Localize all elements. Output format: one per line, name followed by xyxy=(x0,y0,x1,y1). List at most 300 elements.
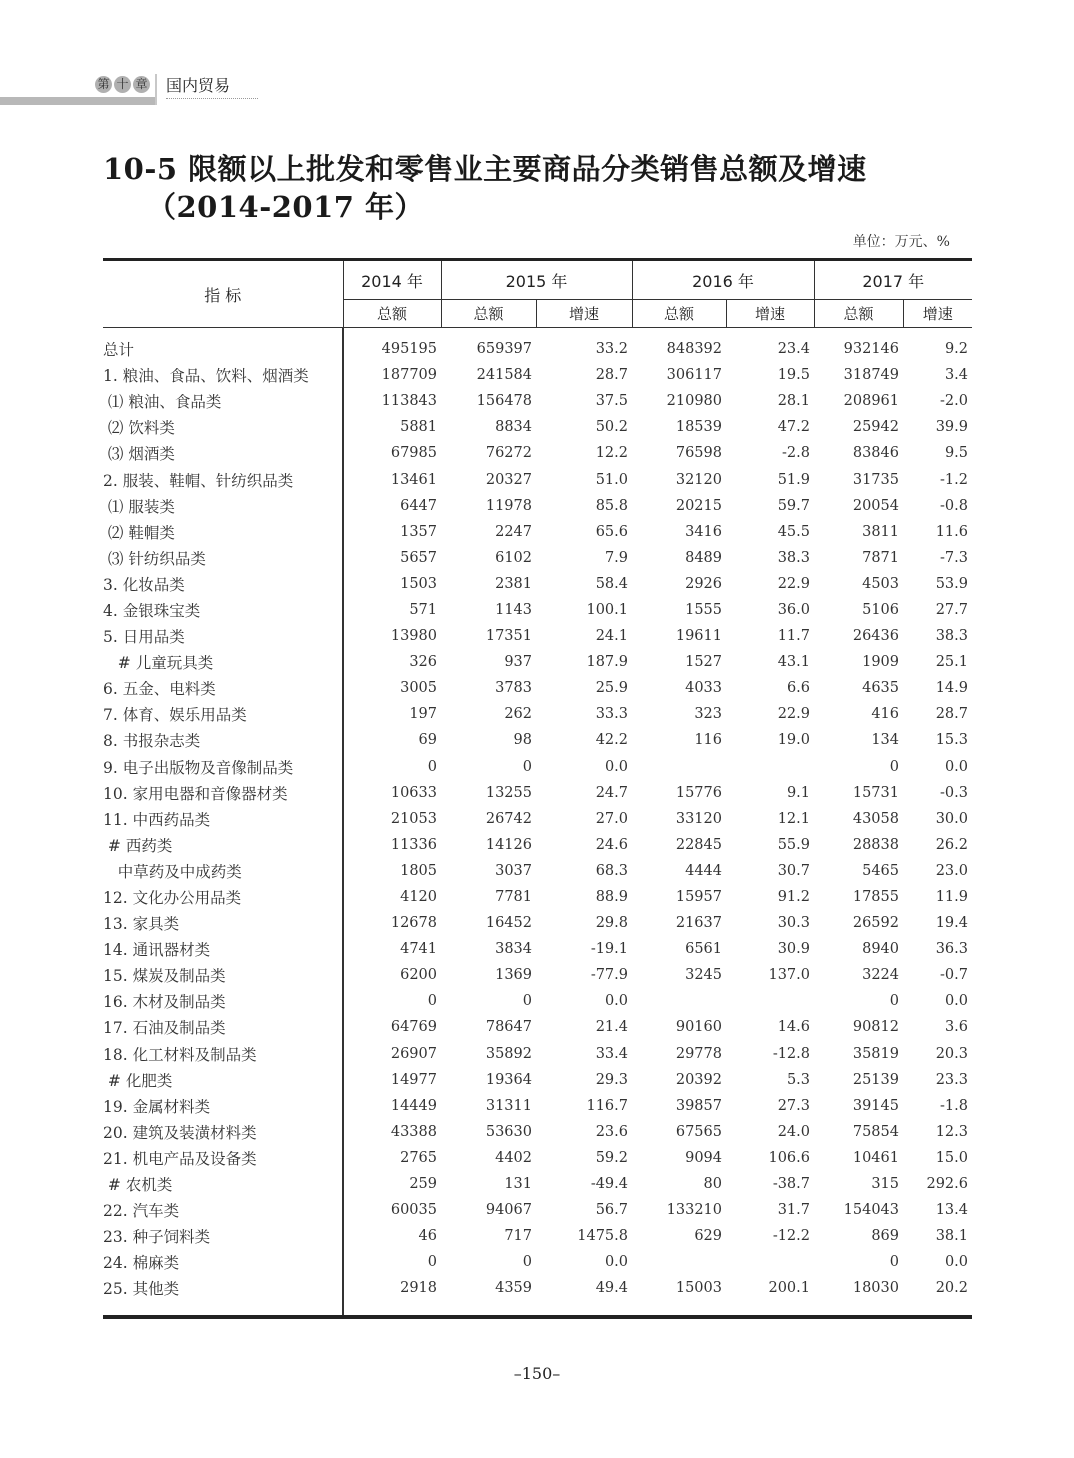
cell-total: 4741 xyxy=(400,941,437,958)
chapter-char: 章 xyxy=(133,76,150,93)
cell-total: 3811 xyxy=(862,523,899,540)
cell-growth: 200.1 xyxy=(768,1280,810,1297)
cell-growth: 12.2 xyxy=(595,445,628,462)
cell-growth: 43.1 xyxy=(777,654,810,671)
header-bar xyxy=(0,97,157,105)
cell-growth: 23.4 xyxy=(777,341,810,358)
table-row xyxy=(103,1145,972,1171)
cell-growth: 26.2 xyxy=(935,836,968,853)
cell-total: 4635 xyxy=(862,680,899,697)
cell-growth: 14.9 xyxy=(935,680,968,697)
cell-growth: 29.8 xyxy=(595,915,628,932)
cell-total: 8489 xyxy=(685,549,722,566)
table-row xyxy=(103,1275,972,1301)
cell-growth: 3.4 xyxy=(944,367,968,384)
cell-growth: 6.6 xyxy=(786,680,810,697)
cell-total: 8940 xyxy=(862,941,899,958)
cell-growth: 19.0 xyxy=(777,732,810,749)
spacer-cell xyxy=(103,1301,343,1315)
cell-total: 5106 xyxy=(862,601,899,618)
cell-growth: 12.1 xyxy=(777,810,810,827)
cell-total: 571 xyxy=(409,601,437,618)
row-label: 20. 建筑及装潢材料类 xyxy=(103,1119,343,1145)
header-divider xyxy=(155,74,157,105)
cell-total: 13255 xyxy=(485,784,532,801)
cell-total: 5465 xyxy=(862,862,899,879)
cell-total: 0 xyxy=(427,758,437,775)
cell-total: 69 xyxy=(418,732,437,749)
cell-total: 43058 xyxy=(852,810,899,827)
cell-total: 53630 xyxy=(485,1123,532,1140)
cell-total: 15003 xyxy=(675,1280,722,1297)
cell-growth: 187.9 xyxy=(586,654,628,671)
table-row xyxy=(103,649,972,675)
cell-total xyxy=(632,1249,726,1275)
cell-total: 76272 xyxy=(485,445,532,462)
cell-growth: -12.8 xyxy=(772,1045,810,1062)
table-row xyxy=(103,440,972,466)
cell-total: 116 xyxy=(694,732,722,749)
cell-total: 262 xyxy=(504,706,532,723)
cell-total: 18030 xyxy=(852,1280,899,1297)
cell-total: 4503 xyxy=(862,575,899,592)
cell-total xyxy=(632,988,726,1014)
cell-growth: 30.9 xyxy=(777,941,810,958)
cell-growth: 5.3 xyxy=(786,1071,810,1088)
cell-total: 11978 xyxy=(485,497,532,514)
cell-total: 35819 xyxy=(852,1045,899,1062)
cell-growth: 27.7 xyxy=(935,601,968,618)
cell-growth: 9.2 xyxy=(944,341,968,358)
header-indicator: 指 标 xyxy=(103,260,343,328)
cell-total: 43388 xyxy=(390,1123,437,1140)
cell-growth: 37.5 xyxy=(595,393,628,410)
row-label: 23. 种子饲料类 xyxy=(103,1223,343,1249)
cell-total: 2247 xyxy=(495,523,532,540)
cell-total: 39145 xyxy=(852,1097,899,1114)
cell-total: 5657 xyxy=(400,549,437,566)
header-year-2016: 2016 年 xyxy=(632,260,814,300)
row-label: # 西药类 xyxy=(103,832,343,858)
cell-total: 306117 xyxy=(666,367,722,384)
cell-growth: 88.9 xyxy=(595,889,628,906)
cell-total: 26742 xyxy=(485,810,532,827)
cell-total: 18539 xyxy=(675,419,722,436)
cell-total: 31311 xyxy=(485,1097,532,1114)
chapter-char: 十 xyxy=(114,76,131,93)
cell-total: 76598 xyxy=(675,445,722,462)
table-row xyxy=(103,597,972,623)
row-label: ⑶ 针纺织品类 xyxy=(103,545,343,571)
cell-total: 208961 xyxy=(843,393,899,410)
header-year-2014: 2014 年 xyxy=(343,260,441,300)
cell-growth: 38.1 xyxy=(935,1228,968,1245)
cell-growth: 22.9 xyxy=(777,706,810,723)
cell-growth: 3.6 xyxy=(944,1019,968,1036)
row-label: # 农机类 xyxy=(103,1171,343,1197)
cell-growth: 28.1 xyxy=(777,393,810,410)
table-row xyxy=(103,571,972,597)
cell-growth: 14.6 xyxy=(777,1019,810,1036)
cell-total: 26436 xyxy=(852,628,899,645)
cell-total: 9094 xyxy=(685,1149,722,1166)
cell-total: 13980 xyxy=(390,628,437,645)
cell-total: 0 xyxy=(427,1254,437,1271)
row-label: 13. 家具类 xyxy=(103,910,343,936)
cell-growth: 53.9 xyxy=(935,575,968,592)
table-row xyxy=(103,1171,972,1197)
cell-growth: 39.9 xyxy=(935,419,968,436)
cell-total: 3224 xyxy=(862,967,899,984)
cell-total: 98 xyxy=(513,732,532,749)
cell-total: 3834 xyxy=(495,941,532,958)
cell-growth: 106.6 xyxy=(768,1149,810,1166)
table-bottom-rule xyxy=(103,1315,972,1319)
cell-growth: 42.2 xyxy=(595,732,628,749)
cell-total xyxy=(632,754,726,780)
cell-growth: 68.3 xyxy=(595,862,628,879)
cell-total: 20054 xyxy=(852,497,899,514)
table-title xyxy=(103,150,867,226)
cell-total: 14977 xyxy=(390,1071,437,1088)
cell-total: 80 xyxy=(703,1176,722,1193)
cell-total: 83846 xyxy=(852,445,899,462)
cell-growth: 23.3 xyxy=(935,1071,968,1088)
spacer-cell xyxy=(903,1301,972,1315)
cell-total: 0 xyxy=(889,758,899,775)
cell-growth: -77.9 xyxy=(590,967,628,984)
row-label: # 化肥类 xyxy=(103,1067,343,1093)
cell-growth: 28.7 xyxy=(935,706,968,723)
cell-total: 1503 xyxy=(400,575,437,592)
table-row xyxy=(103,1119,972,1145)
cell-total: 1555 xyxy=(685,601,722,618)
cell-total: 7781 xyxy=(495,889,532,906)
cell-total: 90812 xyxy=(852,1019,899,1036)
table-row xyxy=(103,328,972,363)
title-line-2: （2014-2017 年） xyxy=(147,190,425,224)
table-row xyxy=(103,884,972,910)
cell-total: 15957 xyxy=(675,889,722,906)
cell-total: 8834 xyxy=(495,419,532,436)
row-label: 8. 书报杂志类 xyxy=(103,727,343,753)
cell-total: 3037 xyxy=(495,862,532,879)
cell-total: 17855 xyxy=(852,889,899,906)
cell-growth: 27.0 xyxy=(595,810,628,827)
cell-growth: 100.1 xyxy=(586,601,628,618)
table-row xyxy=(103,910,972,936)
row-label: 1. 粮油、食品、饮料、烟酒类 xyxy=(103,362,343,388)
cell-total: 22845 xyxy=(675,836,722,853)
cell-growth: 59.7 xyxy=(777,497,810,514)
cell-total: 75854 xyxy=(852,1123,899,1140)
table-row xyxy=(103,962,972,988)
cell-total: 31735 xyxy=(852,471,899,488)
cell-growth: -0.7 xyxy=(940,967,968,984)
table-body xyxy=(103,328,972,1316)
cell-growth: 56.7 xyxy=(595,1202,628,1219)
spacer-cell xyxy=(632,1301,726,1315)
cell-growth: 0.0 xyxy=(604,1254,628,1271)
table-row xyxy=(103,1249,972,1275)
cell-total: 60035 xyxy=(390,1202,437,1219)
cell-growth: 12.3 xyxy=(935,1123,968,1140)
cell-growth: 85.8 xyxy=(595,497,628,514)
cell-total: 25139 xyxy=(852,1071,899,1088)
cell-growth: 20.2 xyxy=(935,1280,968,1297)
cell-total: 10461 xyxy=(852,1149,899,1166)
cell-growth: -0.3 xyxy=(940,784,968,801)
cell-growth: 33.2 xyxy=(595,341,628,358)
cell-growth: 91.2 xyxy=(777,889,810,906)
cell-total: 259 xyxy=(409,1176,437,1193)
cell-growth: 19.4 xyxy=(935,915,968,932)
table-row xyxy=(103,780,972,806)
table-row xyxy=(103,832,972,858)
page-number: –150– xyxy=(513,1364,561,1383)
chapter-label xyxy=(95,76,150,93)
cell-growth: 50.2 xyxy=(595,419,628,436)
cell-total: 7871 xyxy=(862,549,899,566)
cell-total: 15776 xyxy=(675,784,722,801)
cell-growth: 11.9 xyxy=(935,889,968,906)
cell-total: 5881 xyxy=(400,419,437,436)
chapter-char: 第 xyxy=(95,76,112,93)
cell-total: 25942 xyxy=(852,419,899,436)
cell-total: 2926 xyxy=(685,575,722,592)
cell-total: 67565 xyxy=(675,1123,722,1140)
cell-growth: 27.3 xyxy=(777,1097,810,1114)
cell-growth: 24.6 xyxy=(595,836,628,853)
cell-growth: -1.2 xyxy=(940,471,968,488)
cell-growth: 31.7 xyxy=(777,1202,810,1219)
table-row xyxy=(103,701,972,727)
cell-growth: 9.1 xyxy=(786,784,810,801)
cell-growth: -7.3 xyxy=(940,549,968,566)
cell-total: 14126 xyxy=(485,836,532,853)
cell-total: 14449 xyxy=(390,1097,437,1114)
cell-total: 94067 xyxy=(485,1202,532,1219)
subheader-growth: 增速 xyxy=(536,300,632,328)
cell-growth: 15.0 xyxy=(935,1149,968,1166)
cell-total: 13461 xyxy=(390,471,437,488)
cell-growth: -12.2 xyxy=(772,1228,810,1245)
cell-total: 6200 xyxy=(400,967,437,984)
table-row xyxy=(103,936,972,962)
subheader-growth: 增速 xyxy=(726,300,814,328)
cell-total: 26907 xyxy=(390,1045,437,1062)
cell-total: 4033 xyxy=(685,680,722,697)
cell-total: 937 xyxy=(504,654,532,671)
subheader-total: 总额 xyxy=(632,300,726,328)
cell-growth: 33.3 xyxy=(595,706,628,723)
cell-total: 134 xyxy=(871,732,899,749)
table-row xyxy=(103,858,972,884)
spacer-cell xyxy=(536,1301,632,1315)
cell-total: 20215 xyxy=(675,497,722,514)
cell-growth: 0.0 xyxy=(944,758,968,775)
cell-total: 39857 xyxy=(675,1097,722,1114)
cell-total: 26592 xyxy=(852,915,899,932)
cell-growth: 47.2 xyxy=(777,419,810,436)
cell-total: 15731 xyxy=(852,784,899,801)
cell-total: 4402 xyxy=(495,1149,532,1166)
cell-total: 717 xyxy=(504,1228,532,1245)
cell-growth: -1.8 xyxy=(940,1097,968,1114)
cell-total: 416 xyxy=(871,706,899,723)
cell-total: 131 xyxy=(504,1176,532,1193)
data-table xyxy=(103,258,972,1315)
table-row xyxy=(103,414,972,440)
cell-growth: 25.9 xyxy=(595,680,628,697)
cell-growth: 23.0 xyxy=(935,862,968,879)
cell-total: 4444 xyxy=(685,862,722,879)
cell-total: 32120 xyxy=(675,471,722,488)
cell-total: 2918 xyxy=(400,1280,437,1297)
cell-growth: 59.2 xyxy=(595,1149,628,1166)
row-label: 4. 金银珠宝类 xyxy=(103,597,343,623)
row-label: 25. 其他类 xyxy=(103,1275,343,1301)
row-label: 中草药及中成药类 xyxy=(103,858,343,884)
cell-total: 113843 xyxy=(381,393,437,410)
row-label: 2. 服装、鞋帽、针纺织品类 xyxy=(103,466,343,492)
cell-total: 0 xyxy=(889,993,899,1010)
cell-total: 1909 xyxy=(862,654,899,671)
cell-total: 869 xyxy=(871,1228,899,1245)
cell-total: 210980 xyxy=(666,393,722,410)
row-label: 17. 石油及制品类 xyxy=(103,1014,343,1040)
row-label: 3. 化妆品类 xyxy=(103,571,343,597)
cell-growth: 20.3 xyxy=(935,1045,968,1062)
cell-total: 156478 xyxy=(476,393,532,410)
cell-total: 154043 xyxy=(843,1202,899,1219)
row-label: 22. 汽车类 xyxy=(103,1197,343,1223)
row-label: 18. 化工材料及制品类 xyxy=(103,1041,343,1067)
cell-growth: 19.5 xyxy=(777,367,810,384)
cell-total: 6447 xyxy=(400,497,437,514)
cell-total: 4120 xyxy=(400,889,437,906)
cell-growth: 9.5 xyxy=(944,445,968,462)
table-row xyxy=(103,623,972,649)
cell-total: 4359 xyxy=(495,1280,532,1297)
row-label: 7. 体育、娱乐用品类 xyxy=(103,701,343,727)
data-table-container xyxy=(103,258,972,1319)
cell-growth: 25.1 xyxy=(935,654,968,671)
table-row xyxy=(103,1197,972,1223)
cell-growth: 38.3 xyxy=(935,628,968,645)
cell-total: 64769 xyxy=(390,1019,437,1036)
cell-growth: 11.6 xyxy=(935,523,968,540)
cell-total: 21637 xyxy=(675,915,722,932)
cell-total: 0 xyxy=(522,1254,532,1271)
cell-growth: 30.3 xyxy=(777,915,810,932)
cell-growth: 30.7 xyxy=(777,862,810,879)
cell-growth: 33.4 xyxy=(595,1045,628,1062)
table-row xyxy=(103,519,972,545)
row-label: # 儿童玩具类 xyxy=(103,649,343,675)
cell-growth: -2.8 xyxy=(782,445,810,462)
cell-growth: 21.4 xyxy=(595,1019,628,1036)
row-label: 5. 日用品类 xyxy=(103,623,343,649)
row-label: 15. 煤炭及制品类 xyxy=(103,962,343,988)
row-label: 19. 金属材料类 xyxy=(103,1093,343,1119)
subheader-total: 总额 xyxy=(814,300,903,328)
cell-total: 659397 xyxy=(476,341,532,358)
subheader-growth: 增速 xyxy=(903,300,972,328)
running-header xyxy=(0,70,270,110)
cell-total: 1143 xyxy=(495,601,532,618)
cell-growth: 23.6 xyxy=(595,1123,628,1140)
cell-total: 0 xyxy=(522,758,532,775)
cell-growth: 0.0 xyxy=(604,993,628,1010)
cell-total: 28838 xyxy=(852,836,899,853)
cell-growth: 22.9 xyxy=(777,575,810,592)
cell-total: 3005 xyxy=(400,680,437,697)
table-row xyxy=(103,388,972,414)
cell-total: 10633 xyxy=(390,784,437,801)
cell-growth: 36.0 xyxy=(777,601,810,618)
row-label: 12. 文化办公用品类 xyxy=(103,884,343,910)
spacer-cell xyxy=(726,1301,814,1315)
table-row xyxy=(103,806,972,832)
cell-total: 6102 xyxy=(495,549,532,566)
cell-growth: 51.9 xyxy=(777,471,810,488)
cell-total: 11336 xyxy=(390,836,437,853)
spacer-cell xyxy=(814,1301,903,1315)
cell-total: 3416 xyxy=(685,523,722,540)
cell-total: 78647 xyxy=(485,1019,532,1036)
cell-growth: 24.1 xyxy=(595,628,628,645)
cell-total: 1527 xyxy=(685,654,722,671)
table-row xyxy=(103,493,972,519)
cell-growth: -0.8 xyxy=(940,497,968,514)
unit-note: 单位：万元、% xyxy=(852,234,950,250)
row-label: 24. 棉麻类 xyxy=(103,1249,343,1275)
cell-growth: 55.9 xyxy=(777,836,810,853)
header-year-2017: 2017 年 xyxy=(814,260,972,300)
cell-total: 187709 xyxy=(381,367,437,384)
cell-growth: 24.0 xyxy=(777,1123,810,1140)
cell-growth: 29.3 xyxy=(595,1071,628,1088)
cell-growth: 1475.8 xyxy=(577,1228,628,1245)
cell-total: 29778 xyxy=(675,1045,722,1062)
row-label: ⑵ 饮料类 xyxy=(103,414,343,440)
cell-total: 19364 xyxy=(485,1071,532,1088)
cell-growth: 292.6 xyxy=(926,1176,968,1193)
table-spacer-row xyxy=(103,1301,972,1315)
cell-total: 1805 xyxy=(400,862,437,879)
row-label: 11. 中西药品类 xyxy=(103,806,343,832)
cell-growth: 49.4 xyxy=(595,1280,628,1297)
cell-growth xyxy=(726,754,814,780)
row-label: 9. 电子出版物及音像制品类 xyxy=(103,754,343,780)
row-label: 16. 木材及制品类 xyxy=(103,988,343,1014)
cell-growth: 0.0 xyxy=(944,1254,968,1271)
cell-growth: 11.7 xyxy=(777,628,810,645)
cell-total: 3783 xyxy=(495,680,532,697)
cell-total: 848392 xyxy=(666,341,722,358)
table-row xyxy=(103,1041,972,1067)
cell-growth: 58.4 xyxy=(595,575,628,592)
cell-growth: 65.6 xyxy=(595,523,628,540)
cell-total: 20327 xyxy=(485,471,532,488)
title-line-1: 10-5 限额以上批发和零售业主要商品分类销售总额及增速 xyxy=(103,152,867,186)
cell-total: 6561 xyxy=(685,941,722,958)
cell-total: 1369 xyxy=(495,967,532,984)
cell-total: 318749 xyxy=(843,367,899,384)
table-row xyxy=(103,362,972,388)
cell-total: 315 xyxy=(871,1176,899,1193)
